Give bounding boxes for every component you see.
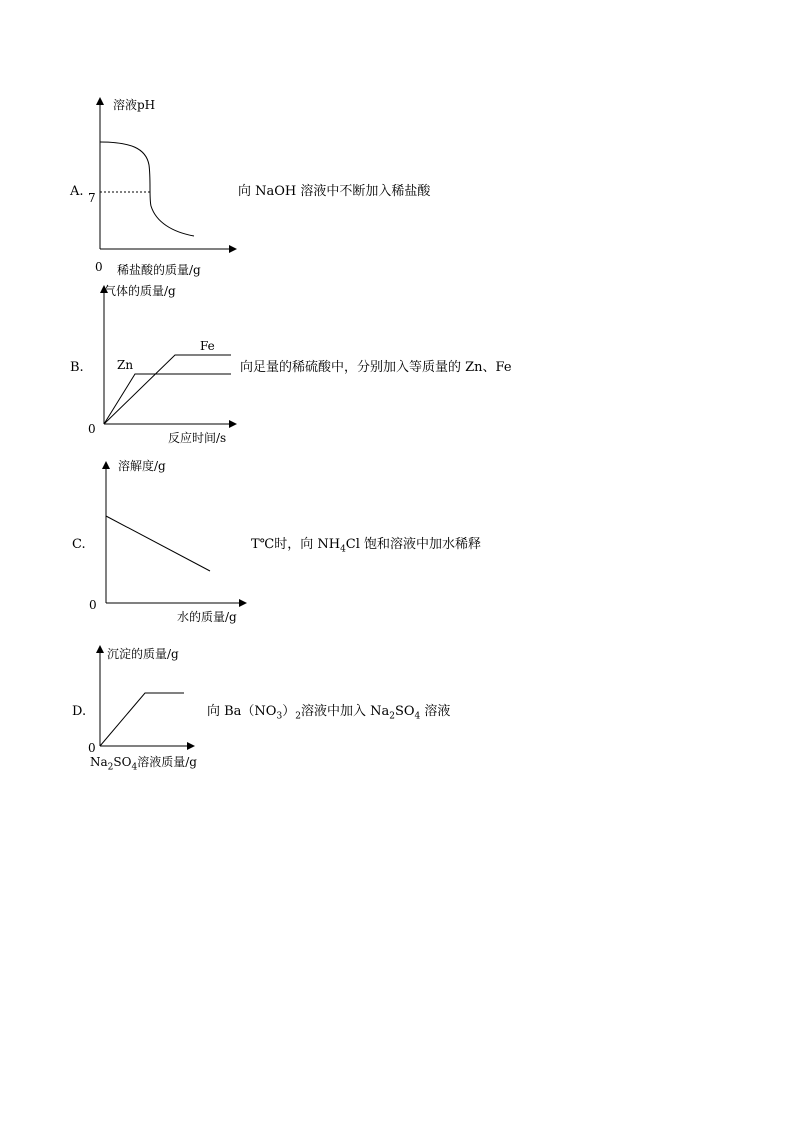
option-c-y-axis-label: 溶解度/g <box>118 459 166 473</box>
option-b-letter: B. <box>70 360 84 375</box>
option-c-x-axis-label: 水的质量/g <box>177 610 237 624</box>
option-d-statement: 向 $Ba(NO_3)_2$溶液中加入 $Na_2SO_4$ 溶液 <box>207 704 451 722</box>
option-c-letter: C. <box>72 537 86 552</box>
option-d-x-axis-label: $Na_2SO_4$溶液质量/g <box>90 755 197 773</box>
option-d-line <box>100 693 184 746</box>
option-a-x-axis-label: 稀盐酸的质量/g <box>117 263 201 277</box>
option-b-y-axis-label: 气体的质量/g <box>104 284 176 298</box>
option-d-letter: D. <box>72 704 87 719</box>
option-d-y-axis-label: 沉淀的质量/g <box>107 647 179 661</box>
option-a-origin: 0 <box>95 260 103 274</box>
option-c-origin: 0 <box>89 598 97 612</box>
option-b-zn-label: Zn <box>117 358 134 372</box>
option-b-x-axis-label: 反应时间/s <box>168 431 227 445</box>
option-a-y-tick-7: 7 <box>88 191 96 205</box>
option-a-statement: 向 NaOH 溶液中不断加入稀盐酸 <box>238 184 431 199</box>
option-a-letter: A. <box>70 184 84 199</box>
option-a-y-axis-label: 溶液pH <box>113 98 156 112</box>
option-b-fe-label: Fe <box>200 339 215 353</box>
option-d-origin: 0 <box>88 741 96 755</box>
option-b-origin: 0 <box>88 422 96 436</box>
option-c-statement: T℃时，向 $NH_4Cl$ 饱和溶液中加水稀释 <box>251 537 482 555</box>
option-b-statement: 向足量的稀硫酸中，分别加入等质量的 Zn、Fe <box>240 360 512 375</box>
